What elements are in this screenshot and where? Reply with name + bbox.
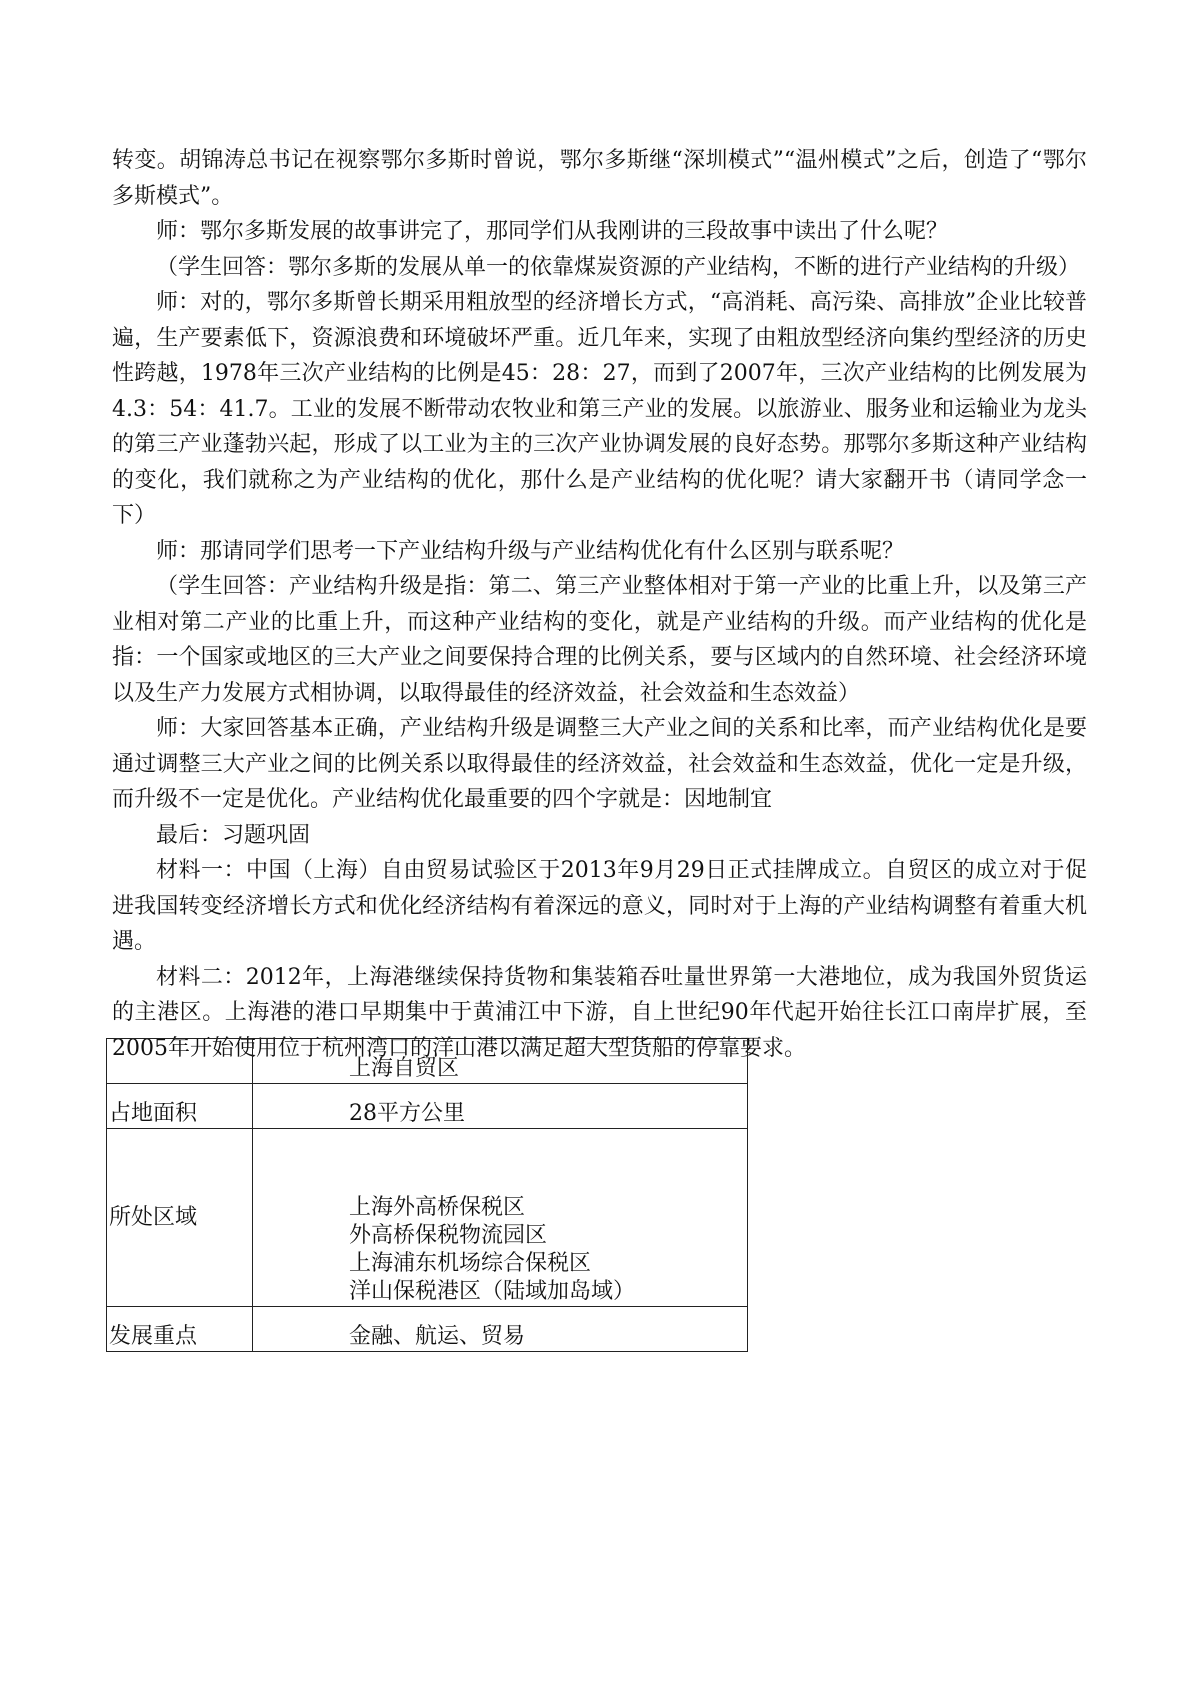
paragraph-student-answer-2: （学生回答：产业结构升级是指：第二、第三产业整体相对于第一产业的比重上升，以及第三产业相对第二产业的比重上升，而这种产业结构的变化，就是产业结构的升级。而产业结构的优化是指：一个国家或地区的三大产业之间要保持合理的比例关系，要与区域内的自然环境、社会经济环境以及生产力发展方式相协调，以取得最佳的经济效益，社会效益和生态效益） (112, 574, 1087, 706)
table-row (107, 1084, 748, 1129)
table-cell-area-label: 占地面积 (107, 1084, 253, 1129)
table-cell-region-values (253, 1129, 748, 1307)
region-item: 上海外高桥保税区 (349, 1195, 526, 1220)
table-cell-area-value: 28平方公里 (253, 1084, 748, 1129)
paragraph-teacher-question: 师：鄂尔多斯发展的故事讲完了，那同学们从我刚讲的三段故事中读出了什么呢？ (156, 219, 949, 244)
table-cell-header-right: 上海自贸区 (253, 1039, 748, 1084)
table-cell-region-label: 所处区域 (107, 1129, 253, 1307)
paragraph-exercise-heading: 最后：习题巩固 (156, 822, 311, 848)
table-cell-focus-value: 金融、航运、贸易 (253, 1307, 748, 1352)
paragraph-student-answer: （学生回答：鄂尔多斯的发展从单一的依靠煤炭资源的产业结构，不断的进行产业结构的升级） (156, 254, 1081, 280)
paragraph-material-two: 材料二：2012年，上海港继续保持货物和集装箱吞吐量世界第一大港地位，成为我国外贸货运的主港区。上海港的港口早期集中于黄浦江中下游，自上世纪90年代起开始往长江口南岸扩展，至2005年开始使用位于杭州湾口的洋山港以满足超大型货船的停靠要求。 (112, 964, 1087, 1061)
region-item: 外高桥保税物流园区 (349, 1223, 548, 1248)
table-row (107, 1039, 748, 1084)
paragraph-teacher-summary: 师：大家回答基本正确，产业结构升级是调整三大产业之间的关系和比率，而产业结构优化是要通过调整三大产业之间的比例关系以取得最佳的经济效益，社会效益和生态效益，优化一定是升级，而升级不一定是优化。产业结构优化最重要的四个字就是：因地制宜 (112, 716, 1087, 812)
region-item: 上海浦东机场综合保税区 (349, 1251, 592, 1276)
paragraph-material-one: 材料一：中国（上海）自由贸易试验区于2013年9月29日正式挂牌成立。自贸区的成立对于促进我国转变经济增长方式和优化经济结构有着深远的意义，同时对于上海的产业结构调整有着重大机遇。 (112, 858, 1087, 954)
table-cell-focus-label: 发展重点 (107, 1307, 253, 1352)
ftz-info-table (106, 1038, 748, 1352)
table-row (107, 1129, 748, 1307)
paragraph-teacher-question-2: 师：那请同学们思考一下产业结构升级与产业结构优化有什么区别与联系呢？ (156, 538, 905, 564)
paragraph-continuation: 转变。胡锦涛总书记在视察鄂尔多斯时曾说，鄂尔多斯继“深圳模式”“温州模式”之后，创造了“鄂尔多斯模式”。 (112, 148, 1087, 209)
table-cell-header-left (107, 1039, 253, 1084)
region-item: 洋山保税港区（陆域加岛域） (349, 1279, 636, 1304)
body-text (112, 143, 1087, 1066)
paragraph-teacher-explanation: 师：对的，鄂尔多斯曾长期采用粗放型的经济增长方式，“高消耗、高污染、高排放”企业比较普遍，生产要素低下，资源浪费和环境破坏严重。近几年来，实现了由粗放型经济向集约型经济的历史性跨越，1978年三次产业结构的比例是45：28：27，而到了2007年，三次产业结构的比例发展为4.3：54：41.7。工业的发展不断带动农牧业和第三产业的发展。以旅游业、服务业和运输业为龙头的第三产业蓬勃兴起，形成了以工业为主的三次产业协调发展的良好态势。那鄂尔多斯这种产业结构的变化，我们就称之为产业结构的优化，那什么是产业结构的优化呢？请大家翻开书（请同学念一下） (112, 290, 1087, 528)
table-row (107, 1307, 748, 1352)
